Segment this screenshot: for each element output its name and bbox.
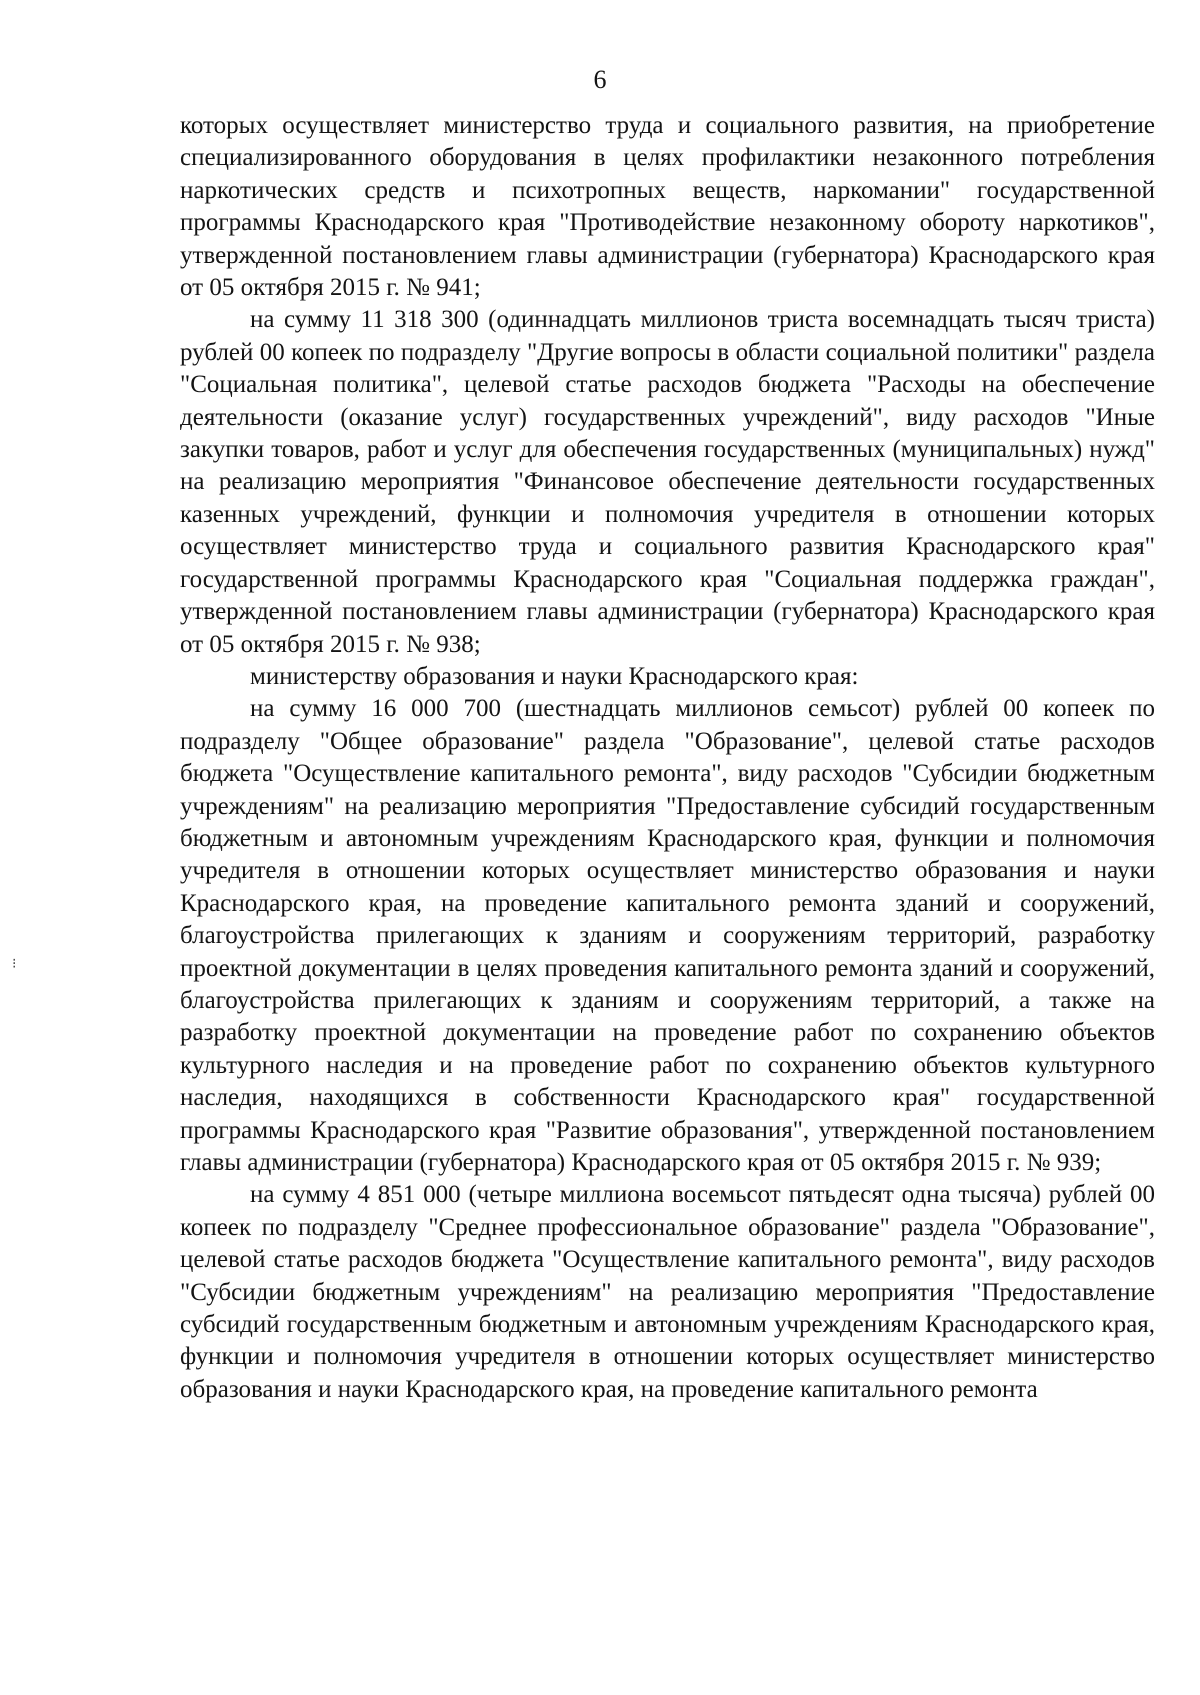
page-number: 6 xyxy=(593,65,607,94)
scan-artifact-mark: ⁝ xyxy=(12,957,17,972)
paragraph-ministry-of-education-heading: министерству образования и науки Краснодарского края: xyxy=(250,662,859,690)
document-body xyxy=(180,110,1155,1406)
paragraph-vocational-education-allocation: на сумму 4 851 000 (четыре миллиона восемьсот пятьдесят одна тысяча) рублей 00 копеек по подразделу "Среднее профессиональное образование" раздела "Образование", целевой статье расходов бюджета "Осуществление капитального ремонта", виду расходов "Субсидии бюджетным учреждениям" на реализацию мероприятия "Предоставление субсидий государственным бюджетным и автономным учреждениям Краснодарского края, функции и полномочия учредителя в отношении которых осуществляет министерство образования и науки Краснодарского края, на проведение капитального ремонта xyxy=(180,1181,1155,1403)
paragraph-continuation: которых осуществляет министерство труда и социального развития, на приобретение специализированного оборудования в целях профилактики незаконного потребления наркотических средств и психотропных веществ, наркомании" государственной программы Краснодарского края "Противодействие незаконному обороту наркотиков", утвержденной постановлением главы администрации (губернатора) Краснодарского края от 05 октября 2015 г. № 941; xyxy=(180,112,1155,302)
paragraph-general-education-allocation: на сумму 16 000 700 (шестнадцать миллионов семьсот) рублей 00 копеек по подразделу "Общее образование" раздела "Образование", целевой статье расходов бюджета "Осуществление капитального ремонта", виду расходов "Субсидии бюджетным учреждениям" на реализацию мероприятия "Предоставление субсидий государственным бюджетным и автономным учреждениям Краснодарского края, функции и полномочия учредителя в отношении которых осуществляет министерство образования и науки Краснодарского края, на проведение капитального ремонта зданий и сооружений, благоустройства прилегающих к зданиям и сооружениям территорий, разработку проектной документации в целях проведения капитального ремонта зданий и сооружений, благоустройства прилегающих к зданиям и сооружениям территорий, а также на разработку проектной документации на проведение работ по сохранению объектов культурного наследия и на проведение работ по сохранению объектов культурного наследия, находящихся в собственности Краснодарского края" государственной программы Краснодарского края "Развитие образования", утвержденной постановлением главы администрации (губернатора) Краснодарского края от 05 октября 2015 г. № 939; xyxy=(180,695,1155,1176)
paragraph-social-policy-allocation: на сумму 11 318 300 (одиннадцать миллионов триста восемнадцать тысяч триста) рублей 00 копеек по подразделу "Другие вопросы в области социальной политики" раздела "Социальная политика", целевой статье расходов бюджета "Расходы на обеспечение деятельности (оказание услуг) государственных учреждений", виду расходов "Иные закупки товаров, работ и услуг для обеспечения государственных (муниципальных) нужд" на реализацию мероприятия "Финансовое обеспечение деятельности государственных казенных учреждений, функции и полномочия учредителя в отношении которых осуществляет министерство труда и социального развития Краснодарского края" государственной программы Краснодарского края "Социальная поддержка граждан", утвержденной постановлением главы администрации (губернатора) Краснодарского края от 05 октября 2015 г. № 938; xyxy=(180,306,1155,658)
